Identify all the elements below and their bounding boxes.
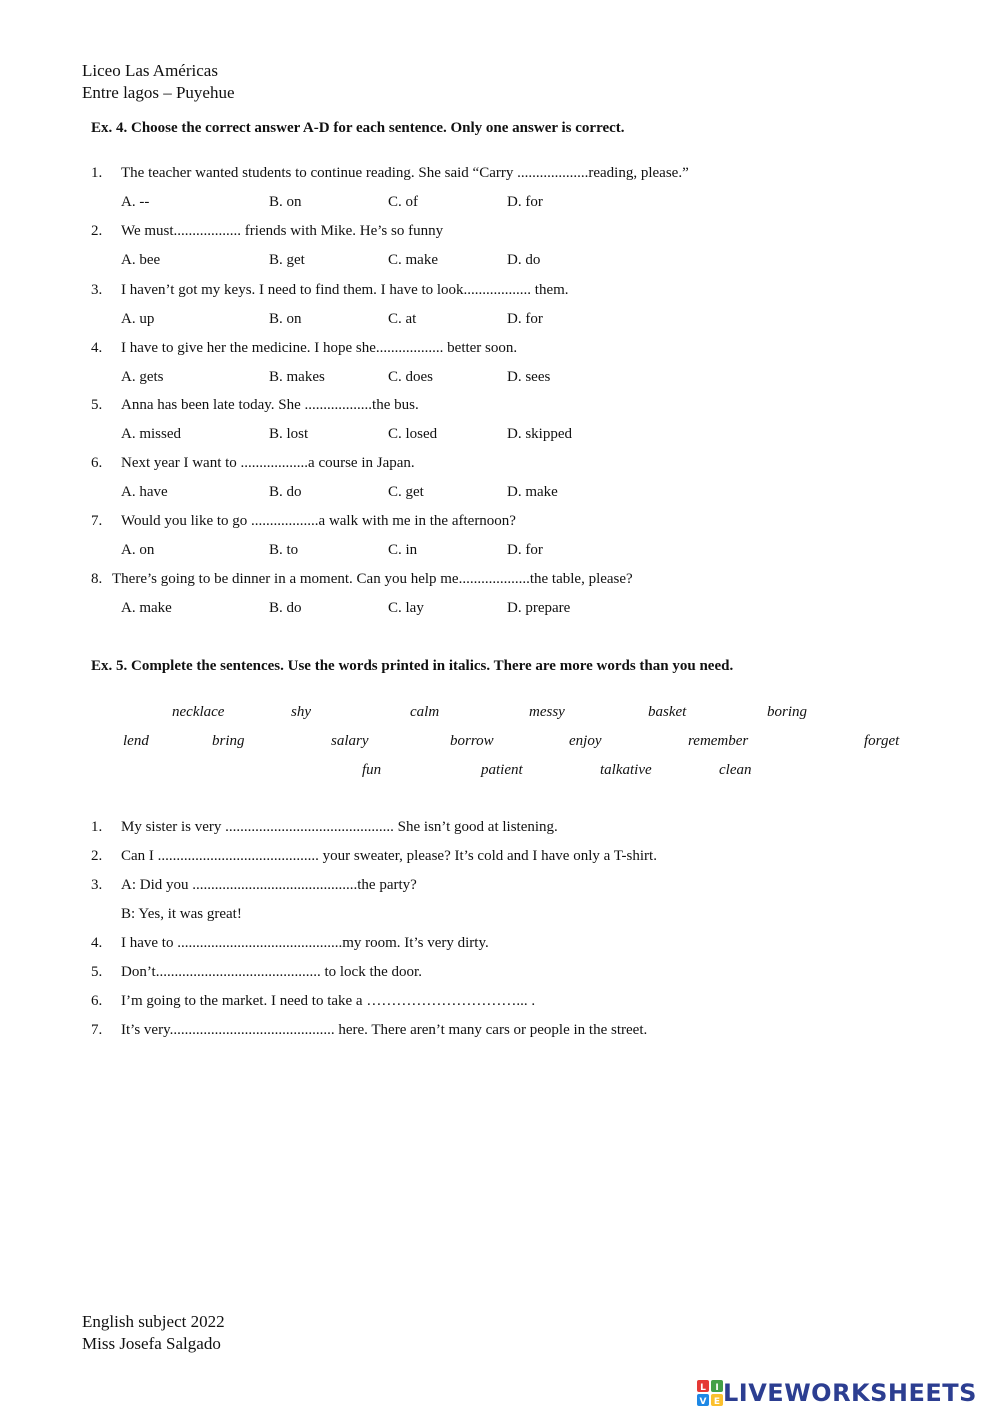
question-text: Next year I want to ..................a course in Japan. [121,455,415,471]
word-bank-item: lend [123,733,149,749]
question-text: Would you like to go ..................a walk with me in the afternoon? [121,513,516,529]
option-b[interactable]: B. on [269,194,302,210]
question-number: 1. [91,165,103,181]
option-c[interactable]: C. losed [388,426,438,442]
option-c[interactable]: C. does [388,369,433,385]
option-a[interactable]: A. missed [121,426,181,442]
sentence-number: 1. [91,819,103,835]
question-number: 7. [91,513,103,529]
word-bank-item: bring [212,733,245,749]
word-bank-item: patient [481,762,523,778]
option-c[interactable]: C. at [388,311,417,327]
word-bank-item: boring [767,704,808,720]
option-d[interactable]: D. make [507,484,558,500]
sentence-number: 2. [91,848,103,864]
footer-teacher: Miss Josefa Salgado [82,1334,221,1353]
liveworksheets-logo-icon [697,1380,723,1406]
sentence-number: 6. [91,993,103,1009]
question-number: 3. [91,282,103,298]
option-a[interactable]: A. up [121,311,155,327]
school-name: Liceo Las Américas [82,61,218,80]
option-b[interactable]: B. do [269,484,302,500]
option-b[interactable]: B. get [269,252,305,268]
word-bank-item: calm [410,704,440,720]
option-d[interactable]: D. do [507,252,541,268]
sentence-number: 4. [91,935,103,951]
option-d[interactable]: D. skipped [507,426,572,442]
word-bank-item: fun [362,762,382,778]
ex5-heading: Ex. 5. Complete the sentences. Use the words printed in italics. There are more words than you need. [91,658,734,674]
question-text: We must.................. friends with Mike. He’s so funny [121,223,444,239]
word-bank-item: talkative [600,762,652,778]
sentence-text[interactable]: It’s very............................................ here. There aren’t many cars or people in the street. [121,1022,648,1038]
footer-subject: English subject 2022 [82,1312,225,1331]
option-d[interactable]: D. for [507,542,543,558]
liveworksheets-logo[interactable] [697,1380,977,1406]
option-c[interactable]: C. make [388,252,438,268]
svg-text:V: V [699,1397,707,1406]
option-a[interactable]: A. make [121,600,172,616]
sentence-number: 5. [91,964,103,980]
ex4-heading: Ex. 4. Choose the correct answer A-D for each sentence. Only one answer is correct. [91,120,625,136]
option-c[interactable]: C. get [388,484,424,500]
option-b[interactable]: B. to [269,542,299,558]
svg-text:E: E [713,1397,721,1406]
word-bank-item: shy [291,704,311,720]
brand-name: LIVEWORKSHEETS [723,1379,977,1407]
sentence-number: 3. [91,877,103,893]
question-text: Anna has been late today. She ..................the bus. [121,397,419,413]
word-bank-item: necklace [172,704,225,720]
sentence-text[interactable]: I’m going to the market. I need to take a …………………………... . [121,993,536,1009]
question-text: The teacher wanted students to continue reading. She said “Carry ...................reading, please.” [121,165,689,181]
sentence-text: B: Yes, it was great! [121,906,242,922]
sentence-text[interactable]: I have to ............................................my room. It’s very dirty. [121,935,489,951]
sentence-text[interactable]: Can I ........................................... your sweater, please? It’s cold and I have only a T-shirt. [121,848,657,864]
option-a[interactable]: A. -- [121,194,150,210]
option-b[interactable]: B. lost [269,426,309,442]
option-d[interactable]: D. for [507,311,543,327]
option-d[interactable]: D. for [507,194,543,210]
word-bank-item: forget [864,733,900,749]
word-bank-item: clean [719,762,752,778]
sentence-text[interactable]: Don’t............................................ to lock the door. [121,964,422,980]
option-c[interactable]: C. in [388,542,418,558]
word-bank-item: basket [648,704,687,720]
question-number: 6. [91,455,103,471]
question-number: 2. [91,223,103,239]
question-number: 4. [91,340,103,356]
option-c[interactable]: C. of [388,194,418,210]
word-bank-item: enjoy [569,733,602,749]
option-a[interactable]: A. gets [121,369,164,385]
question-text: I haven’t got my keys. I need to find them. I have to look.................. them. [121,282,569,298]
question-text: I have to give her the medicine. I hope she.................. better soon. [121,340,518,356]
option-b[interactable]: B. do [269,600,302,616]
question-number: 8. [91,571,103,587]
sentence-text[interactable]: My sister is very ............................................. She isn’t good at listening. [121,819,558,835]
question-number: 5. [91,397,103,413]
word-bank-item: remember [688,733,749,749]
question-text: There’s going to be dinner in a moment. Can you help me...................the table, please? [112,571,633,587]
option-b[interactable]: B. makes [269,369,325,385]
word-bank-item: messy [529,704,565,720]
svg-text:I: I [715,1383,719,1393]
school-location: Entre lagos – Puyehue [82,83,235,102]
sentence-number: 7. [91,1022,103,1038]
option-d[interactable]: D. prepare [507,600,571,616]
option-a[interactable]: A. bee [121,252,161,268]
word-bank-item: borrow [450,733,494,749]
sentence-text[interactable]: A: Did you ............................................the party? [121,877,417,893]
svg-text:L: L [700,1383,706,1393]
word-bank-item: salary [331,733,369,749]
option-a[interactable]: A. have [121,484,168,500]
option-c[interactable]: C. lay [388,600,424,616]
option-d[interactable]: D. sees [507,369,551,385]
option-b[interactable]: B. on [269,311,302,327]
option-a[interactable]: A. on [121,542,155,558]
